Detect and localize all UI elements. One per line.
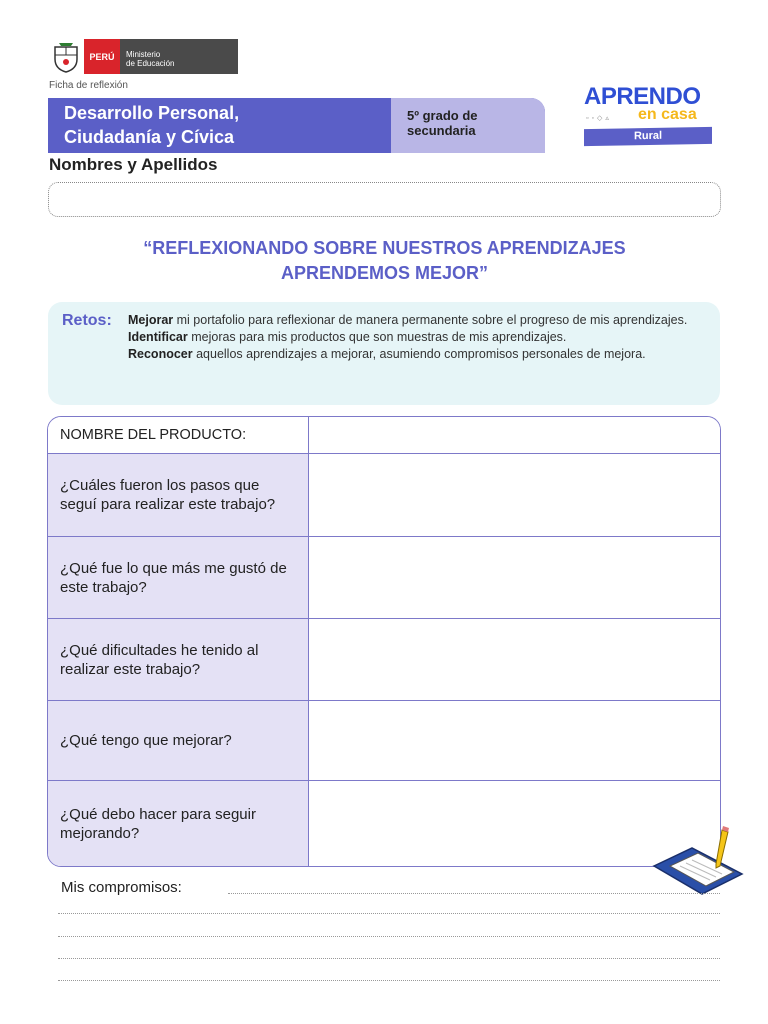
question-cell: ¿Qué fue lo que más me gustó de este trabajo? [48, 537, 309, 618]
country-label: PERÚ [84, 39, 120, 74]
notebook-pencil-icon [650, 826, 745, 896]
commitment-line[interactable] [58, 958, 720, 959]
grade-badge: 5º grado de secundaria [391, 98, 545, 153]
question-cell: ¿Qué tengo que mejorar? [48, 701, 309, 780]
table-row [48, 781, 720, 866]
table-header-row [48, 417, 720, 454]
program-title: APRENDO [584, 83, 701, 110]
answer-field[interactable] [309, 701, 720, 780]
ministry-label: Ministerio de Educación [120, 39, 238, 74]
aprendo-en-casa-logo [580, 84, 720, 150]
table-row [48, 454, 720, 537]
commitment-line[interactable] [228, 893, 720, 894]
reto-item: Identificar mejoras para mis productos que son muestras de mis aprendizajes. [128, 330, 567, 344]
commitment-line[interactable] [58, 936, 720, 937]
reto-item: Mejorar mi portafolio para reflexionar de manera permanente sobre el progreso de mis aprendizajes. [128, 313, 688, 327]
shapes-icon: ▫◦◇▵ [586, 115, 612, 122]
retos-label: Retos: [62, 312, 112, 329]
answer-field[interactable] [309, 619, 720, 700]
product-name-field[interactable] [309, 417, 720, 453]
names-label: Nombres y Apellidos [49, 155, 218, 174]
rural-tag: Rural [584, 127, 712, 146]
answer-field[interactable] [309, 454, 720, 536]
commitment-line[interactable] [58, 913, 720, 914]
reflection-table [47, 416, 721, 867]
ministry-logo [48, 39, 238, 74]
names-field[interactable] [48, 182, 721, 217]
retos-box [48, 302, 720, 405]
table-row [48, 701, 720, 781]
reto-item: Reconocer aquellos aprendizajes a mejorar, asumiendo compromisos personales de mejora. [128, 347, 646, 361]
answer-field[interactable] [309, 537, 720, 618]
question-cell: ¿Qué debo hacer para seguir mejorando? [48, 781, 309, 866]
retos-list [128, 313, 696, 364]
product-name-label: NOMBRE DEL PRODUCTO: [48, 417, 309, 453]
document-type-label: Ficha de reflexión [49, 80, 128, 91]
program-subtitle: en casa [638, 106, 697, 123]
commitments-label: Mis compromisos: [61, 879, 182, 896]
table-row [48, 537, 720, 619]
coat-of-arms-icon [48, 39, 84, 74]
page-title: “REFLEXIONANDO SOBRE NUESTROS APRENDIZAJES APRENDEMOS MEJOR” [143, 238, 626, 283]
subject-title: Desarrollo Personal, Ciudadanía y Cívica [64, 103, 240, 147]
commitment-line[interactable] [58, 980, 720, 981]
question-cell: ¿Cuáles fueron los pasos que seguí para realizar este trabajo? [48, 454, 309, 536]
question-cell: ¿Qué dificultades he tenido al realizar este trabajo? [48, 619, 309, 700]
table-row [48, 619, 720, 701]
